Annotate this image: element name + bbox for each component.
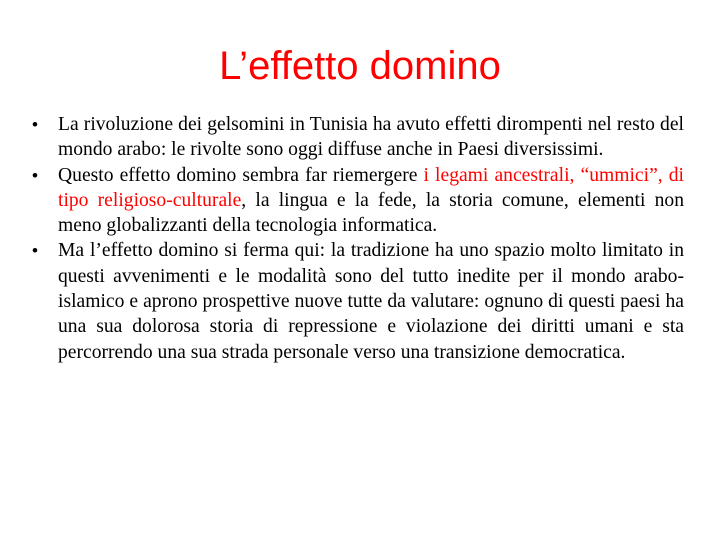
bullet-item-1 [32,112,684,163]
bullet-highlight-text: i legami ancestrali, “ummici”, di tipo religioso-culturale [58,164,684,211]
bullet-item-2 [32,163,684,239]
bullet-text: Ma l’effetto domino si ferma qui: la tradizione ha uno spazio molto limitato in questi avvenimenti e le modalità sono del tutto inedite per il mondo arabo-islamico e aprono prospettive nuove tutte da valutare: ognuno di questi paesi ha una sua dolorosa storia di repressione e violazione dei diritti umani e sta percorrendo una sua strada personale verso una transizione democratica. [58,240,684,363]
bullet-text: La rivoluzione dei gelsomini in Tunisia ha avuto effetti dirompenti nel resto del mondo arabo: le rivolte sono oggi diffuse anche in Paesi diversissimi. [58,114,684,161]
bullet-icon: • [32,241,38,261]
bullet-icon: • [32,165,38,185]
bullet-list [32,112,684,365]
bullet-text-after: , la lingua e la fede, la storia comune, elementi non meno globalizzanti della tecnologia informatica. [58,189,684,237]
bullet-text-before: Questo effetto domino sembra far riemergere [58,164,424,186]
slide-title: L’effetto domino [219,44,501,88]
bullet-item-3 [32,238,684,364]
bullet-icon: • [32,115,38,134]
